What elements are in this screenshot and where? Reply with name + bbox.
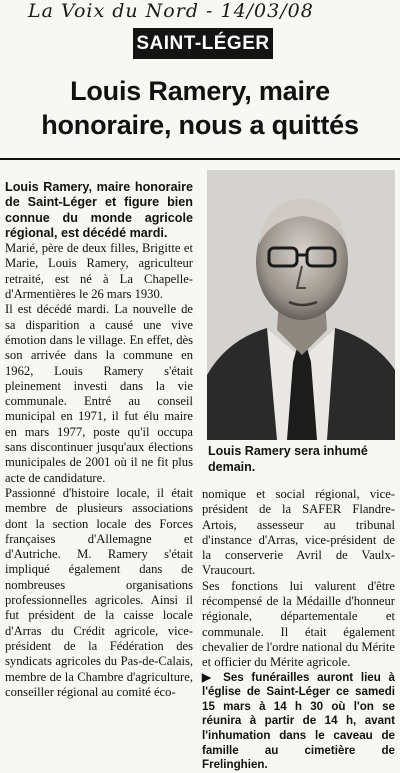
photo-caption: Louis Ramery sera inhumé demain. — [208, 444, 368, 474]
section-banner: SAINT-LÉGER — [133, 28, 273, 59]
portrait-photo — [207, 170, 395, 440]
article-paragraph: Il est décédé mardi. La nouvelle de sa disparition a causé une vive émotion dans le village. En effet, dès son arrivée dans la commune en 1962, Louis Ramery s'était pleinement investi dans la vie communale. Entré au conseil municipal en 1971, il fut élu maire en mars 1977, poste qu'il occupa sans discontinuer jusqu'aux élections municipales de 2001 où il ne fit plus acte de candidature. — [5, 302, 193, 485]
portrait-illustration — [207, 170, 395, 440]
article-paragraph: nomique et social régional, vice-président de la SAFER Flandre-Artois, assesseur au tribunal d'instance d'Arras, vice-président de la conserverie Avril de Vaulx-Vraucourt. — [202, 487, 395, 578]
headline-line-1: Louis Ramery, maire — [70, 76, 330, 106]
handwritten-source-note: La Voix du Nord - 14/03/08 — [28, 0, 314, 22]
headline-divider — [0, 158, 400, 160]
headline-line-2: honoraire, nous a quittés — [41, 110, 359, 140]
funeral-note: ▶ Ses funérailles auront lieu à l'église de Saint-Léger ce samedi 15 mars à 14 h 30 où l'on se réunira à partir de 14 h, avant l'inhumation dans le caveau de famille au cimetière de Frelinghien. — [202, 670, 395, 772]
article-headline — [10, 74, 390, 142]
article-paragraph: Marié, père de deux filles, Brigitte et Marie, Louis Ramery, agriculteur retraité, est né à La Chapelle-d'Armentières le 26 mars 1930. — [5, 241, 193, 302]
article-left-column — [5, 180, 193, 700]
article-right-column — [202, 487, 395, 773]
article-lead: Louis Ramery, maire honoraire de Saint-Léger et figure bien connue du monde agricole régional, est décédé mardi. — [5, 180, 193, 240]
article-paragraph: Ses fonctions lui valurent d'être récompensé de la Médaille d'honneur régionale, départementale et communale. Il était également chevalier de l'ordre national du Mérite et officier du Mérite agricole. — [202, 578, 395, 670]
article-paragraph: Passionné d'histoire locale, il était membre de plusieurs associations dont la section locale des Forces françaises d'Allemagne et d'Autriche. M. Ramery s'était impliqué également dans de nombreuses organisations professionnelles agricoles. Ainsi il fut président de la caisse locale d'Arras du Crédit agricole, vice-président de la Fédération des syndicats agricoles du Pas-de-Calais, membre de la Chambre d'agriculture, conseiller régional au comité éco- — [5, 485, 193, 699]
